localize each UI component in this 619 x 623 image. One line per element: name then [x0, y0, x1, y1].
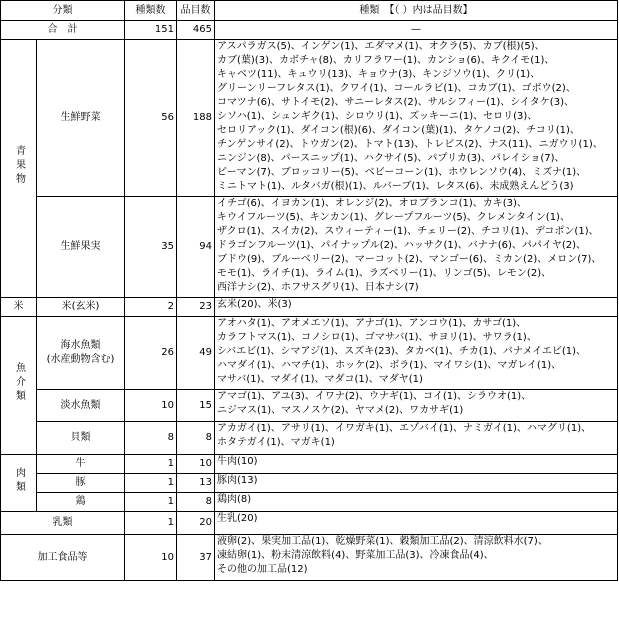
- items-tori: 8: [177, 493, 215, 512]
- table-row: [1, 535, 618, 581]
- total-label: 合 計: [1, 21, 125, 40]
- sub-tansui: 淡水魚類: [37, 390, 125, 422]
- group-label-gyokai: 魚介類: [1, 317, 37, 455]
- sub-kome: 米(玄米): [37, 298, 125, 317]
- items-kako: 37: [177, 535, 215, 581]
- detail-nyu: 生乳(20): [215, 512, 618, 535]
- label-nyu: 乳類: [1, 512, 125, 535]
- items-gyu: 10: [177, 455, 215, 474]
- items-yasai: 188: [177, 40, 215, 197]
- detail-kaisui: アオハタ(1)、アオメエソ(1)、アナゴ(1)、アンコウ(1)、カサゴ(1)、 カラフトマス(1)、コノシロ(1)、ゴマサバ(1)、サヨリ(1)、サワラ(1)、 シバエビ(1)、シマアジ(1)、スズキ(23)、タカベ(1)、チカ(1)、バナメイエビ(1)、 ハマダイ(1)、ハマチ(1)、ホッケ(2)、ボラ(1)、マイワシ(1)、マガレイ(1)、 マサバ(1)、マダイ(1)、マダコ(1)、マダヤ(1): [215, 317, 618, 390]
- kinds-kairui: 8: [125, 422, 177, 455]
- detail-kajitsu: イチゴ(6)、イヨカン(1)、オレンジ(2)、オロブランコ(1)、カキ(3)、 キウイフルーツ(5)、キンカン(1)、グレープフルーツ(5)、クレメンタイン(1)、 ザクロ(1)、スイカ(2)、スウィーティー(1)、チェリー(2)、チコリ(1)、デコポン(1)、 ドラゴンフルーツ(1)、パイナップル(2)、ハッサク(1)、バナナ(6)、パパイヤ(2)、 ブドウ(9)、ブルーベリー(2)、マーコット(2)、マンゴー(6)、ミカン(2)、メロン(7)、 モモ(1)、ライチ(1)、ライム(1)、ラズベリー(1)、リンゴ(5)、レモン(2)、 西洋ナシ(2)、ホフサスグリ(1)、日本ナシ(7): [215, 197, 618, 298]
- total-items: 465: [177, 21, 215, 40]
- detail-kako: 液卵(2)、果実加工品(1)、乾燥野菜(1)、穀類加工品(2)、清涼飲料水(7)、 凍結卵(1)、粉末清涼飲料(4)、野菜加工品(3)、冷凍食品(4)、 その他の加工品(12): [215, 535, 618, 581]
- table-row: [1, 317, 618, 390]
- table-row: [1, 474, 618, 493]
- kinds-nyu: 1: [125, 512, 177, 535]
- sub-gyu: 牛: [37, 455, 125, 474]
- kinds-buta: 1: [125, 474, 177, 493]
- kinds-yasai: 56: [125, 40, 177, 197]
- header-kinds: 種類数: [125, 1, 177, 21]
- detail-buta: 豚肉(13): [215, 474, 618, 493]
- label-kako: 加工食品等: [1, 535, 125, 581]
- table-row: [1, 197, 618, 298]
- items-tansui: 15: [177, 390, 215, 422]
- detail-kairui: アカガイ(1)、アサリ(1)、イワガキ(1)、エゾバイ(1)、ナミガイ(1)、ハマグリ(1)、 ホタテガイ(1)、マガキ(1): [215, 422, 618, 455]
- header-row: [1, 1, 618, 21]
- total-detail: —: [215, 21, 618, 40]
- sub-yasai: 生鮮野菜: [37, 40, 125, 197]
- detail-yasai: アスパラガス(5)、インゲン(1)、エダマメ(1)、オクラ(5)、カブ(根)(5)、 カブ(葉)(3)、カボチャ(8)、カリフラワー(1)、カンショ(6)、キクイモ(1)、 キャベツ(11)、キュウリ(13)、キョウナ(3)、キンジソウ(1)、クリ(1)、 グリーンリーフレタス(1)、クワイ(1)、コールラビ(1)、コカブ(1)、ゴボウ(2)、 コマツナ(6)、サトイモ(2)、サニーレタス(2)、サルシフィー(1)、シイタケ(3)、 シソハ(1)、シュンギク(1)、シロウリ(1)、ズッキーニ(1)、セロリ(3)、 セロリアック(1)、ダイコン(根)(6)、ダイコン(葉)(1)、タケノコ(2)、チコリ(1)、 チンゲンサイ(2)、トウガン(2)、トマト(13)、トレビス(2)、ナス(11)、ニガウリ(1)、 ニンジン(8)、パースニップ(1)、ハクサイ(5)、パプリカ(3)、パレイショ(7)、 ピーマン(7)、ブロッコリー(5)、ベビーコーン(1)、ホウレンソウ(4)、ミズナ(1)、 ミニトマト(1)、ルタバガ(根)(1)、ルバーブ(1)、レタス(6)、未成熟えんどう(3): [215, 40, 618, 197]
- sub-tori: 鶏: [37, 493, 125, 512]
- total-row: [1, 21, 618, 40]
- detail-kome: 玄米(20)、米(3): [215, 298, 618, 317]
- kinds-tansui: 10: [125, 390, 177, 422]
- header-items: 品目数: [177, 1, 215, 21]
- group-label-kome: 米: [1, 298, 37, 317]
- items-kome: 23: [177, 298, 215, 317]
- kinds-kome: 2: [125, 298, 177, 317]
- sub-buta: 豚: [37, 474, 125, 493]
- table-row: [1, 40, 618, 197]
- header-category: 分類: [1, 1, 125, 21]
- sub-kajitsu: 生鮮果実: [37, 197, 125, 298]
- header-detail: 種類 【（ ）内は品目数】: [215, 1, 618, 21]
- kinds-kaisui: 26: [125, 317, 177, 390]
- table-row: [1, 422, 618, 455]
- table-row: [1, 390, 618, 422]
- table-row: [1, 493, 618, 512]
- kinds-tori: 1: [125, 493, 177, 512]
- kinds-kajitsu: 35: [125, 197, 177, 298]
- items-buta: 13: [177, 474, 215, 493]
- group-label-seika: 青果物: [1, 40, 37, 298]
- items-nyu: 20: [177, 512, 215, 535]
- kinds-gyu: 1: [125, 455, 177, 474]
- detail-gyu: 牛肉(10): [215, 455, 618, 474]
- table-row: [1, 512, 618, 535]
- table-row: [1, 298, 618, 317]
- detail-tansui: アマゴ(1)、アユ(3)、イワナ(2)、ウナギ(1)、コイ(1)、シラウオ(1)、 ニジマス(1)、マスノスケ(2)、ヤマメ(2)、ワカサギ(1): [215, 390, 618, 422]
- items-kaisui: 49: [177, 317, 215, 390]
- table-row: [1, 455, 618, 474]
- items-kajitsu: 94: [177, 197, 215, 298]
- detail-tori: 鶏肉(8): [215, 493, 618, 512]
- sub-kaisui: 海水魚類 (水産動物含む): [37, 317, 125, 390]
- sub-kairui: 貝類: [37, 422, 125, 455]
- total-kinds: 151: [125, 21, 177, 40]
- items-kairui: 8: [177, 422, 215, 455]
- group-label-niku: 肉類: [1, 455, 37, 512]
- kinds-kako: 10: [125, 535, 177, 581]
